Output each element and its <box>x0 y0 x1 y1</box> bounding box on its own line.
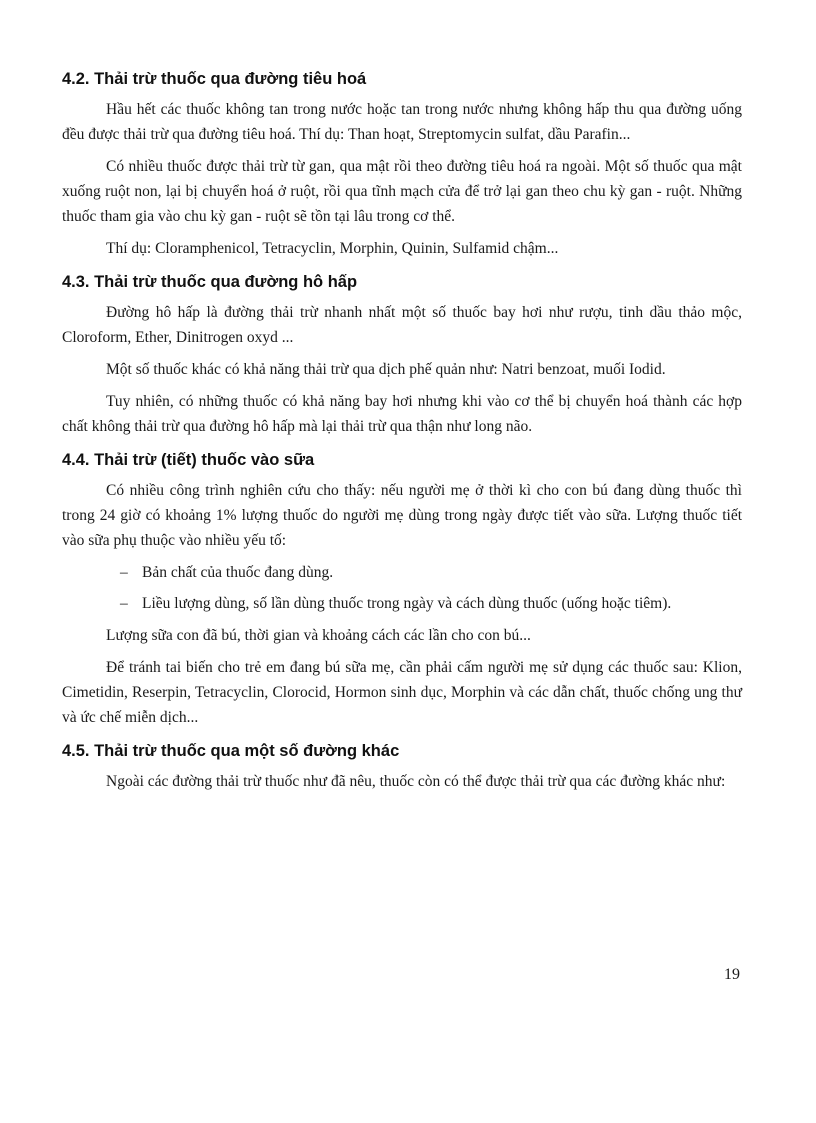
list-item: – Liều lượng dùng, số lần dùng thuốc trong ngày và cách dùng thuốc (uống hoặc tiêm). <box>62 591 742 616</box>
paragraph: Lượng sữa con đã bú, thời gian và khoảng cách các lần cho con bú... <box>106 627 531 644</box>
list-item: – Bản chất của thuốc đang dùng. <box>62 560 742 585</box>
paragraph: Hầu hết các thuốc không tan trong nước hoặc tan trong nước nhưng không hấp thu qua đường uống đều được thải trừ qua đường tiêu hoá. Thí dụ: Than hoạt, Streptomycin sulfat, dầu Parafin... <box>62 101 742 143</box>
page-content <box>62 58 742 801</box>
section-heading-4-5: 4.5. Thải trừ thuốc qua một số đường khác <box>62 742 400 760</box>
section-heading-4-4: 4.4. Thải trừ (tiết) thuốc vào sữa <box>62 451 315 469</box>
dash-list <box>62 560 742 616</box>
paragraph: Ngoài các đường thải trừ thuốc như đã nêu, thuốc còn có thể được thải trừ qua các đường khác như: <box>106 773 726 790</box>
section-heading-4-3: 4.3. Thải trừ thuốc qua đường hô hấp <box>62 273 358 291</box>
paragraph: Đường hô hấp là đường thải trừ nhanh nhất một số thuốc bay hơi như rượu, tinh dầu thảo mộc, Cloroform, Ether, Dinitrogen oxyd ... <box>62 304 742 346</box>
page-number: 19 <box>724 966 740 983</box>
paragraph: Có nhiều công trình nghiên cứu cho thấy: nếu người mẹ ở thời kì cho con bú đang dùng thuốc thì trong 24 giờ có khoảng 1% lượng thuốc do người mẹ dùng trong ngày được tiết vào sữa. Lượng thuốc tiết vào sữa phụ thuộc vào nhiều yếu tố: <box>62 482 742 549</box>
paragraph: Thí dụ: Cloramphenicol, Tetracyclin, Morphin, Quinin, Sulfamid chậm... <box>106 240 559 257</box>
paragraph: Tuy nhiên, có những thuốc có khả năng bay hơi nhưng khi vào cơ thể bị chuyển hoá thành các hợp chất không thải trừ qua đường hô hấp mà lại thải trừ qua thận như long não. <box>62 393 742 435</box>
paragraph: Có nhiều thuốc được thải trừ từ gan, qua mật rồi theo đường tiêu hoá ra ngoài. Một số thuốc qua mật xuống ruột non, lại bị chuyển hoá ở ruột, rồi qua tĩnh mạch cửa để trở lại gan theo chu kỳ gan - ruột. Những thuốc tham gia vào chu kỳ gan - ruột sẽ tồn tại lâu trong cơ thể. <box>62 158 742 225</box>
paragraph: Để tránh tai biến cho trẻ em đang bú sữa mẹ, cần phải cấm người mẹ sử dụng các thuốc sau: Klion, Cimetidin, Reserpin, Tetracyclin, Clorocid, Hormon sinh dục, Morphin và các dẫn chất, thuốc chống ung thư và ức chế miễn dịch... <box>62 659 742 726</box>
paragraph: Một số thuốc khác có khả năng thải trừ qua dịch phế quản như: Natri benzoat, muối Iodid. <box>106 361 666 378</box>
section-heading-4-2: 4.2. Thải trừ thuốc qua đường tiêu hoá <box>62 70 367 88</box>
